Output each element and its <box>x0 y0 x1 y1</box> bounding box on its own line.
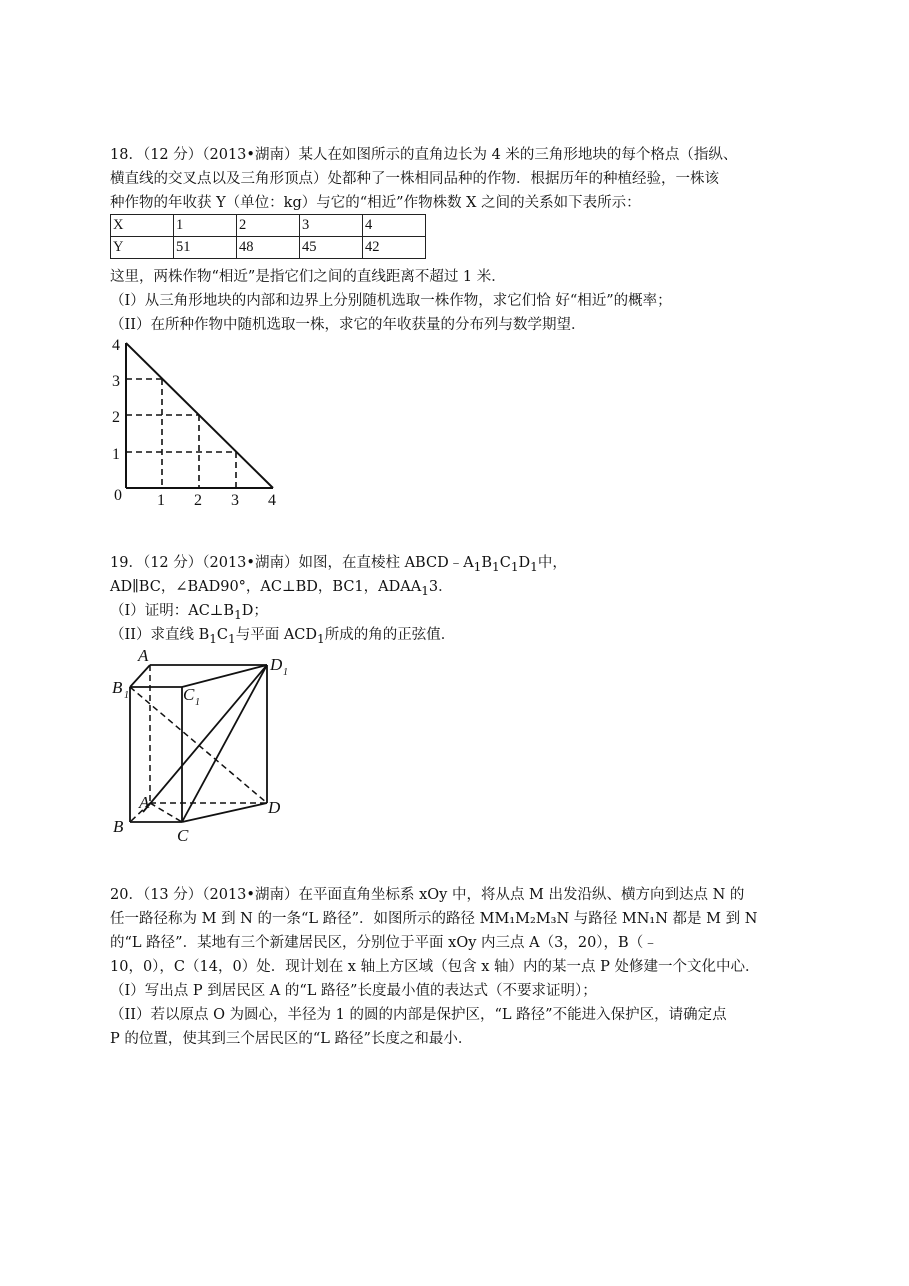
q19-text: 所成的角的正弦值． <box>324 627 456 643</box>
subscript: 1 <box>530 559 538 574</box>
origin-label: 0 <box>114 487 122 504</box>
vertex-label-A: A <box>139 793 150 812</box>
q19-text: （II）求直线 B <box>110 627 210 643</box>
table-cell: 45 <box>300 237 363 259</box>
x-tick-label: 2 <box>194 492 202 509</box>
q20-line-7: P 的位置，使其到三个居民区的“L 路径”长度之和最小． <box>110 1031 473 1047</box>
table-cell: 48 <box>237 237 300 259</box>
q19-text: D <box>518 555 531 571</box>
prism-edge <box>182 665 267 687</box>
table-cell: 2 <box>237 215 300 237</box>
x-tick-label: 3 <box>231 492 239 509</box>
q18-line-3: 种作物的年收获 Y（单位：kg）与它的“相近”作物株数 X 之间的关系如下表所示： <box>110 195 641 211</box>
subscript: 1 <box>234 607 242 622</box>
q19-text: C <box>499 555 511 571</box>
vertex-label-B1: B <box>112 678 123 697</box>
table-cell: 4 <box>363 215 426 237</box>
y-tick-label: 3 <box>112 373 120 390</box>
subscript: 1 <box>473 559 482 574</box>
vertex-label-D1: D <box>270 655 283 674</box>
table-cell: 3 <box>300 215 363 237</box>
q18-line-1: 18．（12 分）（2013•湖南）某人在如图所示的直角边长为 4 米的三角形地块的每个格点（指纵、 <box>110 147 738 163</box>
q19-text: （I）证明：AC⊥B <box>110 603 235 619</box>
y-tick-label: 4 <box>112 337 120 354</box>
subscript: 1 <box>209 631 217 646</box>
q20-line-5: （I）写出点 P 到居民区 A 的“L 路径”长度最小值的表达式（不要求证明）； <box>110 983 597 999</box>
q19-text: B <box>481 555 493 571</box>
vertex-label-C1: C <box>183 685 195 704</box>
q20-line-4: 10，0），C（14，0）处．现计划在 x 轴上方区域（包含 x 轴）内的某一点 P 处修建一个文化中心． <box>110 959 760 975</box>
q19-text: 中， <box>537 555 567 571</box>
vertex-label-B: B <box>113 817 124 836</box>
q18-line-4: 这里，两株作物“相近”是指它们之间的直线距离不超过 1 米． <box>110 269 506 285</box>
q20-line-3: 的“L 路径”．某地有三个新建居民区，分别位于平面 xOy 内三点 A（3，20），B（﹣ <box>110 935 658 951</box>
vertex-subscript: 1 <box>283 667 288 678</box>
prism-edge <box>130 665 150 687</box>
q20-line-2: 任一路径称为 M 到 N 的一条“L 路径”．如图所示的路径 MM₁M₂M₃N 与路径 MN₁N 都是 M 到 N <box>110 911 758 927</box>
vertex-label-C: C <box>177 826 189 845</box>
subscript: 1 <box>421 583 429 598</box>
table-cell: 1 <box>174 215 237 237</box>
q18-line-2: 横直线的交叉点以及三角形顶点）处都种了一株相同品种的作物．根据历年的种植经验，一株该 <box>110 171 719 187</box>
vertex-label-D: D <box>268 798 281 817</box>
q19-text: C <box>216 627 229 643</box>
subscript: 1 <box>228 631 236 646</box>
vertex-label-A1: A <box>138 646 149 665</box>
q19-text: 3． <box>428 579 453 595</box>
vertex-subscript: 1 <box>195 697 200 708</box>
q19-text: 19．（12 分）（2013•湖南）如图，在直棱柱 ABCD﹣A <box>110 555 474 571</box>
segment-CD1 <box>182 665 267 822</box>
subscript: 1 <box>492 559 500 574</box>
q18-line-6: （II）在所种作物中随机选取一株，求它的年收获量的分布列与数学期望． <box>110 317 586 333</box>
table-cell: 42 <box>363 237 426 259</box>
prism-edge <box>182 803 267 822</box>
subscript: 1 <box>317 631 325 646</box>
y-tick-label: 1 <box>112 446 120 463</box>
y-tick-label: 2 <box>112 409 120 426</box>
q20-line-1: 20．（13 分）（2013•湖南）在平面直角坐标系 xOy 中，将从点 M 出发沿纵、横方向到达点 N 的 <box>110 887 745 903</box>
hidden-diagonal-AC <box>150 803 182 822</box>
table-cell: X <box>111 215 174 237</box>
vertex-subscript: 1 <box>124 690 129 701</box>
q18-line-5: （I）从三角形地块的内部和边界上分别随机选取一株作物，求它们恰 好“相近”的概率； <box>110 293 672 309</box>
q19-text: D； <box>241 603 268 619</box>
table-cell: Y <box>111 237 174 259</box>
q20-line-6: （II）若以原点 O 为圆心，半径为 1 的圆的内部是保护区，“L 路径”不能进入保护区，请确定点 <box>110 1007 727 1023</box>
table-cell: 51 <box>174 237 237 259</box>
q19-text: 与平面 ACD <box>235 627 318 643</box>
q19-text: AD∥BC，∠BAD90°，AC⊥BD，BC1，ADAA <box>110 579 422 595</box>
subscript: 1 <box>510 559 519 574</box>
x-tick-label: 1 <box>157 492 165 509</box>
x-tick-label: 4 <box>268 492 276 509</box>
